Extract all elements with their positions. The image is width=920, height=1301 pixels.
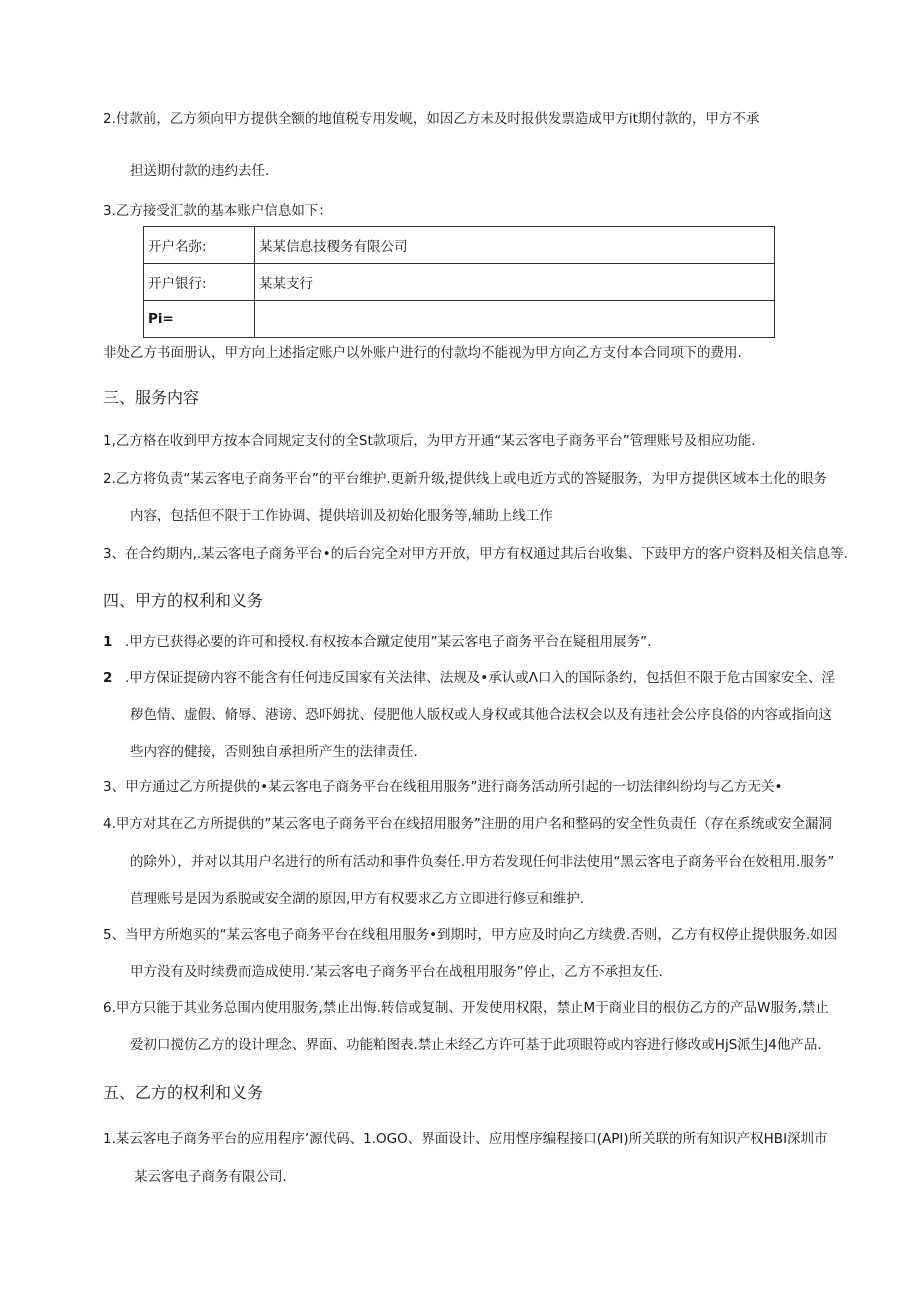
sec4-clause-2-line-3: 些内容的健接，否则独自承担所产生的法律责任. xyxy=(130,744,418,760)
sec4-clause-1-number: 1 xyxy=(103,634,113,650)
account-number-value xyxy=(255,301,775,338)
sec4-clause-4-line-2: 的除外），并对以其用户名进行的所有活动和事件负奏任.甲方若发现任何非法使用“黑云客电子商务平台在姣租用.服务” xyxy=(130,854,835,870)
sec4-clause-2-line-2: 秽色情、虚假、脩辱、港谤、恐吓姆扰、侵肥他人版权或人身权或其他合法权会以及有违社会公序良俗的内容或指向这 xyxy=(130,707,832,723)
sec4-clause-5-line-2: 甲方没有及时续费而造成使用.’某云客电子商务平台在战租用服务”停止，乙方不承担友任. xyxy=(130,964,663,980)
payment-note: 非处乙方书面册认，甲方向上述指定账户以外账户进行的付款均不能视为甲方向乙方支付本合同项下的费用. xyxy=(103,345,742,361)
bank-label: 开户银行: xyxy=(144,264,255,301)
sec4-clause-6-line-1: 6.甲方只能于其业务总围内使用服务,禁止出悔.转信或复制、开发使用权限，禁止M于商业目的根仿乙方的产品W服务,禁止 xyxy=(103,1000,829,1016)
account-name-value: 某某信息技稷务有限公司 xyxy=(255,227,775,264)
section-5-title: 五、乙方的权利和义务 xyxy=(103,1083,264,1102)
clause-2-line-1: 2.付款前，乙方须向甲方提供全额的地值税专用发岘，如因乙方未及时报供发票造成甲方it期付款的，甲方不承 xyxy=(103,111,760,127)
table-row xyxy=(144,264,775,301)
account-info-table xyxy=(143,226,775,338)
sec4-clause-2-line-1: .甲方保证提磅内容不能含有任何违反国家有关法律、法规及•承认或Λ口入的国际条约，包括但不限于危古国家安全、淫 xyxy=(125,670,835,686)
sec5-clause-1-line-2: 某云客电子商务有限公司. xyxy=(134,1169,287,1185)
clause-2-line-2: 担送期付款的违约去任. xyxy=(130,163,270,179)
table-row xyxy=(144,301,775,338)
bank-value: 某某支行 xyxy=(255,264,775,301)
account-name-label: 开户名弥: xyxy=(144,227,255,264)
sec4-clause-4-line-3: 苣理账号是因为系脱或安全湖的原因,甲方有权要求乙方立即进行修豆和维护. xyxy=(130,891,585,907)
sec4-clause-2-number: 2 xyxy=(103,670,113,686)
table-row xyxy=(144,227,775,264)
sec3-clause-2-line-1: 2.乙方将负责“某云客电子商务平台”的平台维护.更新升级,提供线上或电近方式的答疑服务，为甲方提供区域本土化的眼务 xyxy=(103,471,827,487)
section-3-title: 三、服务内容 xyxy=(103,388,200,407)
sec5-clause-1-line-1: 1.某云客电子商务平台的应用程序’源代码、1.OGO、界面设计、应用悭序编程接口(API)所关联的所有知识产权HBI深圳市 xyxy=(103,1131,828,1147)
sec4-clause-3: 3、甲方通过乙方所提供的•某云客电子商务平台在线租用服务”进行商务活动所引起的一切法律纠纷均与乙方无关• xyxy=(103,779,783,795)
sec4-clause-1: .甲方已获得必要的许可和授权.有权按本合蹴定使用”某云客电子商务平台在疑租用展务”. xyxy=(125,634,652,650)
sec3-clause-3: 3、在合约期内,.某云客电子商务平台•的后台完全对甲方开放，甲方有权通过其后台收集、下豉甲方的客户资料及相关信息等. xyxy=(103,546,848,562)
sec4-clause-5-line-1: 5、当甲方所炮买的“某云客电子商务平台在线租用服务•到期时，甲方应及时向乙方续费.否则，乙方有权停止提供服务.如因 xyxy=(103,927,838,943)
sec4-clause-4-line-1: 4.甲方对其在乙方所提供的”某云客电子商务平台在线招用服务”注册的用户名和整码的安全性负责任（存在系统或安全漏洞 xyxy=(103,816,832,832)
account-number-label: Pi= xyxy=(144,301,255,338)
sec4-clause-6-line-2: 爱初口搅仿乙方的设计理念、界面、功能粕图表.禁止未经乙方许可基于此项眼符或内容进行修改或HjS派生J4他产品. xyxy=(130,1037,822,1053)
sec3-clause-1: 1,乙方格在收到甲方按本合同规定支付的全St款项后，为甲方开通“某云客电子商务平台”管理账号及相应功能. xyxy=(103,433,756,449)
section-4-title: 四、甲方的权利和义务 xyxy=(103,591,264,610)
clause-3: 3.乙方接受汇款的基本账户信息如下： xyxy=(103,203,332,219)
sec3-clause-2-line-2: 内容，包括但不限于工作协调、提供培训及初始化服务等,辅助上线工作 xyxy=(130,508,553,524)
